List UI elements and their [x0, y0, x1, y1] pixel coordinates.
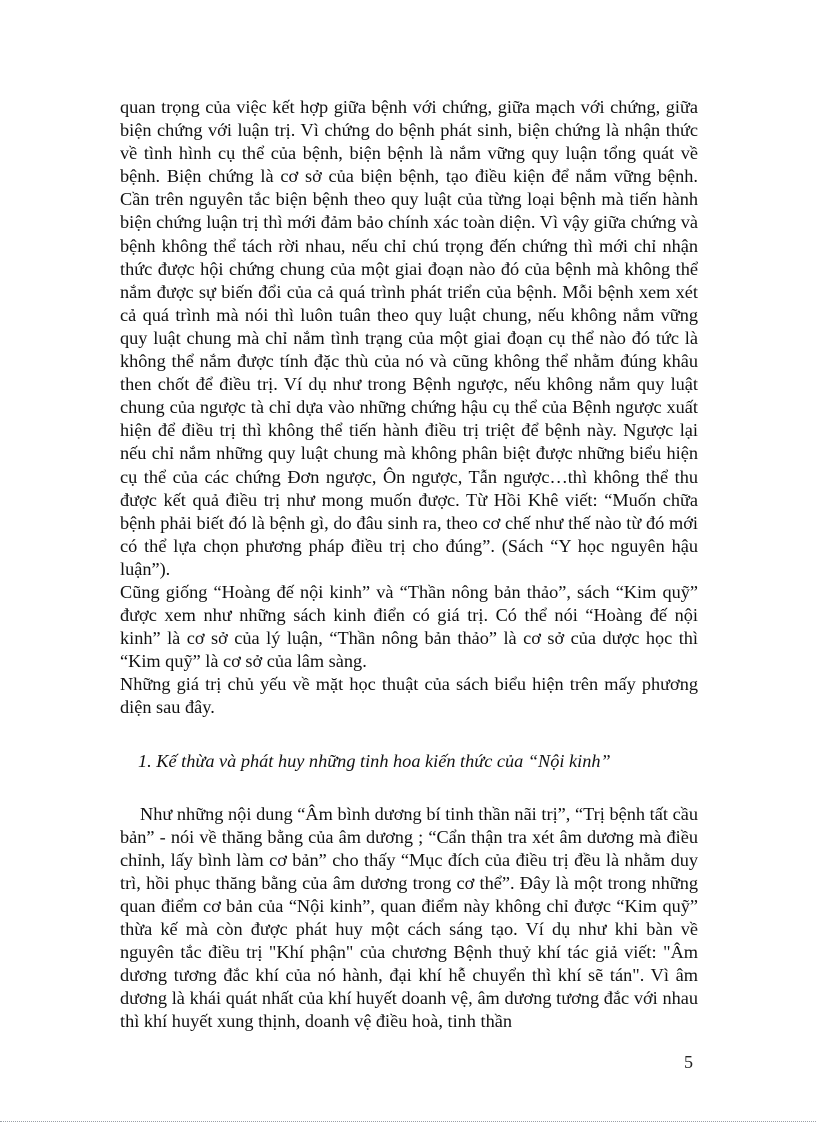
page-bottom-divider — [0, 1121, 816, 1122]
paragraph-1: quan trọng của việc kết hợp giữa bệnh với chứng, giữa mạch với chứng, giữa biện chứng với luận trị. Vì chứng do bệnh phát sinh, biện chứng là nhận thức về tình hình cụ thể của bệnh, biện bệnh là nắm vững quy luận tổng quát về bệnh. Biện chứng là cơ sở của biện bệnh, tạo điều kiện để nắm vững bệnh. Cần trên nguyên tắc biện bệnh theo quy luật của từng loại bệnh mà tiến hành biện chứng luận trị thì mới đảm bảo chính xác toàn diện. Vì vậy giữa chứng và bệnh không thể tách rời nhau, nếu chỉ chú trọng đến chứng thì mới chỉ nhận thức được hội chứng chung của một giai đoạn nào đó của bệnh mà không thể nắm được sự biến đổi của cả quá trình phát triển của bệnh. Mỗi bệnh xem xét cả quá trình mà nói thì luôn tuân theo quy luật chung, nếu không nắm vững quy luật chung mà chỉ nắm tình trạng của một giai đoạn cụ thể nào đó tức là không thể nắm được tính đặc thù của nó và cũng không thể nhằm đúng khâu then chốt để điều trị. Ví dụ như trong Bệnh ngược, nếu không nắm quy luật chung của ngược tà chỉ dựa vào những chứng hậu cụ thể của Bệnh ngược xuất hiện để điều trị thì không thể tiến hành điều trị triệt để bệnh này. Ngược lại nếu chỉ nắm những quy luật chung mà không phân biệt được những biểu hiện cụ thể của các chứng Đơn ngược, Ôn ngược, Tẫn ngược…thì không thể thu được kết quả điều trị như mong muốn được. Từ Hồi Khê viết: “Muốn chữa bệnh phải biết đó là bệnh gì, do đâu sinh ra, theo cơ chế như thế nào từ đó mới có thể lựa chọn phương pháp điều trị cho đúng”. (Sách “Y học nguyên hậu luận”). — [120, 97, 698, 579]
page-number: 5 — [684, 1052, 693, 1072]
paragraph-3: Những giá trị chủ yếu về mặt học thuật của sách biểu hiện trên mấy phương diện sau đây. — [120, 674, 698, 718]
document-body — [120, 96, 698, 1034]
section-heading: 1. Kế thừa và phát huy những tinh hoa kiến thức của “Nội kinh” — [138, 750, 611, 771]
paragraph-4: Như những nội dung “Âm bình dương bí tinh thần nãi trị”, “Trị bệnh tất cầu bản” - nói về thăng bằng của âm dương ; “Cẩn thận tra xét âm dương mà điều chỉnh, lấy bình làm cơ bản” cho thấy “Mục đích của điều trị đều là nhằm duy trì, hồi phục thăng bằng của âm dương trong cơ thể”. Đây là một trong những quan điểm cơ bản của “Nội kinh”, quan điểm này không chỉ được “Kim quỹ” thừa kế mà còn được phát huy một cách sáng tạo. Ví dụ như khi bàn về nguyên tắc điều trị "Khí phận" của chương Bệnh thuỷ khí tác giả viết: "Âm dương tương đắc khí của nó hành, đại khí hễ chuyển thì khí sẽ tán". Vì âm dương là khái quát nhất của khí huyết doanh vệ, âm dương tương đắc với nhau thì khí huyết xung thịnh, doanh vệ điều hoà, tinh thần — [120, 803, 698, 1032]
paragraph-2: Cũng giống “Hoàng đế nội kinh” và “Thần nông bản thảo”, sách “Kim quỹ” được xem như những sách kinh điển có giá trị. Có thể nói “Hoàng đế nội kinh” là cơ sở của lý luận, “Thần nông bản thảo” là cơ sở của dược học thì “Kim quỹ” là cơ sở của lâm sàng. — [120, 581, 698, 672]
